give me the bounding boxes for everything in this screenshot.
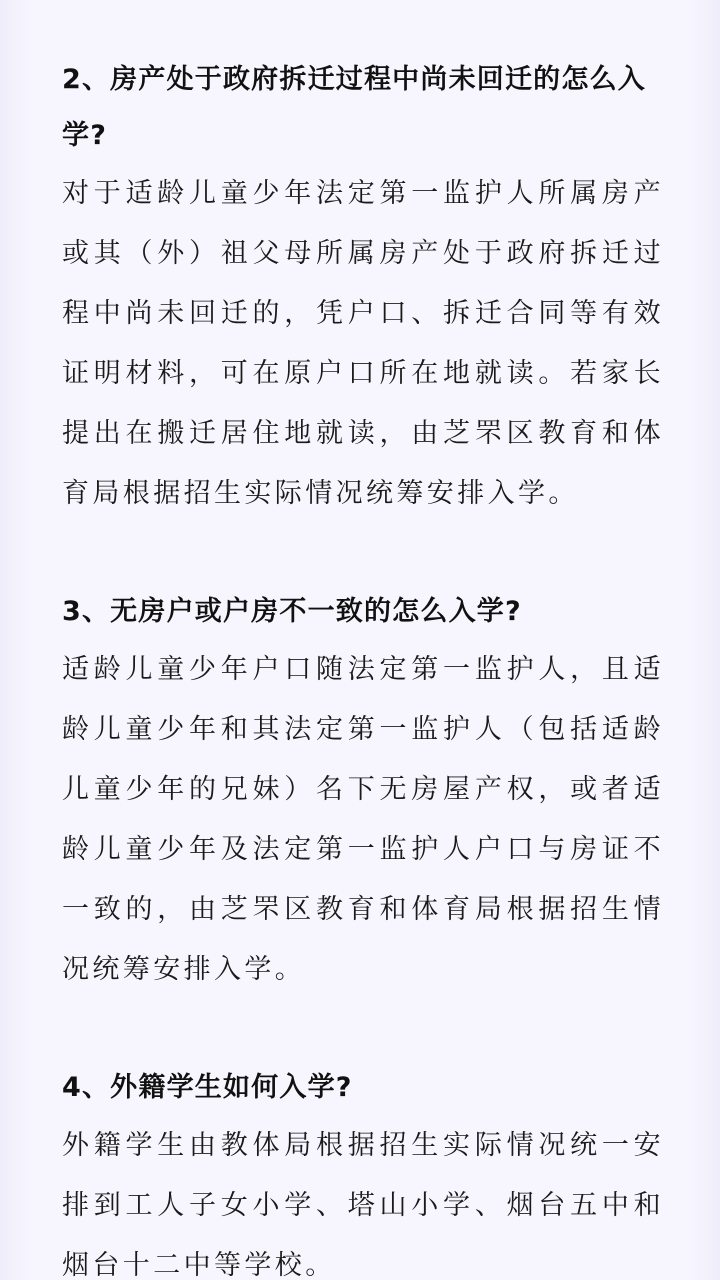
faq-answer-text: 对于适龄儿童少年法定第一监护人所属房产或其（外）祖父母所属房产处于政府拆迁过程中尚未回迁的，凭户口、拆迁合同等有效证明材料，可在原户口所在地就读。若家长提出在搬迁居住地就读，由芝罘区教育和体育局根据招生实际情况统筹安排入学。 [62, 178, 664, 509]
faq-section-3 [62, 584, 664, 1000]
faq-answer-text: 适龄儿童少年户口随法定第一监护人，且适龄儿童少年和其法定第一监护人（包括适龄儿童少年的兄妹）名下无房屋产权，或者适龄儿童少年及法定第一监护人户口与房证不一致的，由芝罘区教育和体育局根据招生情况统筹安排入学。 [62, 654, 664, 985]
faq-section-4 [62, 1060, 664, 1280]
faq-question-title: 4、外籍学生如何入学? [62, 1072, 353, 1103]
faq-question-title: 2、房产处于政府拆迁过程中尚未回迁的怎么入学? [62, 64, 646, 151]
faq-answer-text: 外籍学生由教体局根据招生实际情况统一安排到工人子女小学、塔山小学、烟台五中和烟台十二中等学校。 [62, 1130, 664, 1280]
faq-question-title: 3、无房户或户房不一致的怎么入学? [62, 596, 522, 627]
faq-section-2 [62, 52, 664, 524]
article-content [62, 52, 664, 1280]
